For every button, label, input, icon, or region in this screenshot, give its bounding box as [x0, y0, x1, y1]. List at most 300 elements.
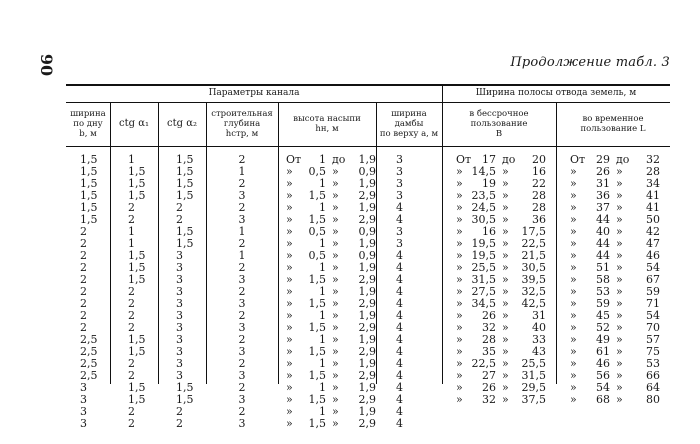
- column-a: [396, 154, 424, 430]
- table-cell: 2: [80, 261, 87, 274]
- table-cell: 4: [396, 249, 403, 262]
- ditto-mark: »: [332, 357, 339, 370]
- ditto-mark: »: [616, 237, 623, 250]
- range-to-value: 71: [646, 297, 660, 310]
- ditto-mark: »: [456, 321, 463, 334]
- table-cell: 3: [80, 417, 87, 430]
- ditto-mark: »: [286, 381, 293, 394]
- table-cell: 4: [396, 333, 403, 346]
- range-from-value: 1,5: [308, 369, 326, 382]
- table-cell: 2: [128, 213, 135, 226]
- range-from-value: 1: [319, 285, 326, 298]
- range-from-value: 23,5: [471, 189, 496, 202]
- ditto-mark: »: [570, 273, 577, 286]
- ditto-mark: »: [570, 201, 577, 214]
- to-word: до: [332, 153, 346, 166]
- ditto-mark: »: [502, 309, 509, 322]
- table-cell: 1: [128, 153, 135, 166]
- ditto-mark: »: [456, 333, 463, 346]
- ditto-mark: »: [570, 213, 577, 226]
- ditto-mark: »: [286, 213, 293, 226]
- range-to-value: 2,9: [358, 393, 376, 406]
- range-to-value: 1,9: [358, 237, 376, 250]
- ditto-mark: »: [332, 237, 339, 250]
- table-cell: 2,5: [80, 333, 98, 346]
- table-cell: 1,5: [128, 261, 146, 274]
- table-cell: 3: [238, 189, 246, 202]
- table-cell: 3: [238, 369, 246, 382]
- range-to-value: 2,9: [358, 189, 376, 202]
- range-from-value: 40: [596, 225, 610, 238]
- ditto-mark: »: [616, 333, 623, 346]
- range-to-value: 2,9: [358, 213, 376, 226]
- ditto-mark: »: [332, 249, 339, 262]
- range-to-value: 30,5: [521, 261, 546, 274]
- table-cell: 2: [128, 321, 135, 334]
- ditto-mark: »: [286, 225, 293, 238]
- table-cell: 4: [396, 417, 403, 430]
- ditto-mark: »: [570, 381, 577, 394]
- table-cell: 1,5: [128, 249, 146, 262]
- range-to-value: 2,9: [358, 345, 376, 358]
- table-cell: 3: [176, 249, 183, 262]
- table-cell: 3: [238, 297, 246, 310]
- ditto-mark: »: [286, 249, 293, 262]
- ditto-mark: »: [286, 393, 293, 406]
- range-from-value: 37: [596, 201, 610, 214]
- ditto-mark: »: [616, 381, 623, 394]
- table-cell: 1,5: [176, 393, 194, 406]
- table-cell: 3: [80, 381, 87, 394]
- range-to-value: 66: [646, 369, 660, 382]
- range-to-value: 57: [646, 333, 660, 346]
- ditto-mark: »: [502, 285, 509, 298]
- ditto-mark: »: [616, 357, 623, 370]
- range-to-value: 1,9: [358, 333, 376, 346]
- range-from-value: 1: [319, 309, 326, 322]
- range-from-value: 52: [596, 321, 610, 334]
- range-to-value: 28: [646, 165, 660, 178]
- range-from-value: 32: [482, 321, 496, 334]
- table-cell: 2: [80, 309, 87, 322]
- ditto-mark: »: [286, 177, 293, 190]
- ditto-mark: »: [286, 189, 293, 202]
- group-header-strip: Ширина полосы отвода земель, м: [475, 88, 637, 98]
- range-to-value: 36: [532, 213, 546, 226]
- range-from-value: 1: [319, 405, 326, 418]
- range-from-value: 1,5: [308, 297, 326, 310]
- range-from-value: 1,5: [308, 189, 326, 202]
- ditto-mark: »: [502, 273, 509, 286]
- range-to-value: 75: [646, 345, 660, 358]
- range-from-value: 36: [596, 189, 610, 202]
- range-from-value: 1: [319, 333, 326, 346]
- table-cell: 1,5: [176, 165, 194, 178]
- ditto-mark: »: [456, 273, 463, 286]
- ditto-mark: »: [616, 393, 623, 406]
- table-cell: 4: [396, 345, 403, 358]
- range-to-value: 59: [646, 285, 660, 298]
- table-cell: 2: [128, 285, 135, 298]
- ditto-mark: »: [332, 405, 339, 418]
- ditto-mark: »: [286, 237, 293, 250]
- header-a: ширина дамбы по верху а, м: [379, 109, 439, 139]
- range-from-value: 44: [596, 213, 610, 226]
- ditto-mark: »: [286, 369, 293, 382]
- range-to-value: 2,9: [358, 297, 376, 310]
- column-B: [456, 154, 550, 406]
- table-cell: 3: [176, 309, 183, 322]
- ditto-mark: »: [332, 273, 339, 286]
- table-cell: 1,5: [176, 153, 194, 166]
- column-h-n: [286, 154, 376, 430]
- table-cell: 3: [80, 393, 87, 406]
- table-cell: 1,5: [128, 189, 146, 202]
- table-cell: 3: [396, 189, 403, 202]
- ditto-mark: »: [570, 345, 577, 358]
- ditto-mark: »: [616, 225, 623, 238]
- ditto-mark: »: [570, 357, 577, 370]
- range-to-value: 0,9: [358, 249, 376, 262]
- table-cell: 3: [238, 321, 246, 334]
- ditto-mark: »: [502, 249, 509, 262]
- range-from-value: 1: [319, 381, 326, 394]
- ditto-mark: »: [286, 261, 293, 274]
- ditto-mark: »: [502, 177, 509, 190]
- table-cell: 1,5: [128, 165, 146, 178]
- range-to-value: 42: [646, 225, 660, 238]
- table-cell: 3: [176, 273, 183, 286]
- range-from-value: 27,5: [471, 285, 496, 298]
- ditto-mark: »: [616, 309, 623, 322]
- table-cell: 1,5: [128, 273, 146, 286]
- table-cell: 3: [176, 333, 183, 346]
- table-cell: 3: [176, 321, 183, 334]
- ditto-mark: »: [332, 225, 339, 238]
- ditto-mark: »: [456, 381, 463, 394]
- table-cell: 2: [238, 201, 246, 214]
- ditto-mark: »: [286, 165, 293, 178]
- range-from-value: 56: [596, 369, 610, 382]
- range-from-value: 32: [482, 393, 496, 406]
- range-to-value: 2,9: [358, 417, 376, 430]
- table-cell: 2: [238, 261, 246, 274]
- table-cell: 2: [238, 381, 246, 394]
- range-to-value: 22,5: [521, 237, 546, 250]
- table-cell: 3: [396, 225, 403, 238]
- range-from-value: 1,5: [308, 417, 326, 430]
- ditto-mark: »: [502, 321, 509, 334]
- range-to-value: 28: [532, 189, 546, 202]
- table-cell: 1,5: [128, 381, 146, 394]
- ditto-mark: »: [286, 405, 293, 418]
- ditto-mark: »: [502, 393, 509, 406]
- range-to-value: 50: [646, 213, 660, 226]
- table-cell: 1: [128, 225, 135, 238]
- table-cell: 2: [128, 297, 135, 310]
- table-cell: 3: [80, 405, 87, 418]
- range-to-value: 40: [532, 321, 546, 334]
- ditto-mark: »: [570, 297, 577, 310]
- table-cell: 2: [128, 201, 135, 214]
- range-from-value: 1,5: [308, 321, 326, 334]
- table-cell: 2,5: [80, 357, 98, 370]
- ditto-mark: »: [502, 357, 509, 370]
- ditto-mark: »: [502, 333, 509, 346]
- range-to-value: 31,5: [521, 369, 546, 382]
- ditto-mark: »: [570, 369, 577, 382]
- header-L: во временное пользование L: [580, 114, 646, 134]
- range-to-value: 80: [646, 393, 660, 406]
- range-from-value: 24,5: [471, 201, 496, 214]
- range-to-value: 29,5: [521, 381, 546, 394]
- range-to-value: 54: [646, 309, 660, 322]
- ditto-mark: »: [332, 369, 339, 382]
- range-from-value: 26: [596, 165, 610, 178]
- ditto-mark: »: [570, 285, 577, 298]
- table-cell: 4: [396, 309, 403, 322]
- range-from-value: 27: [482, 369, 496, 382]
- table-cell: 2: [176, 417, 183, 430]
- ditto-mark: »: [286, 201, 293, 214]
- header-h-str: строительная глубина hстр, м: [211, 109, 273, 139]
- range-to-value: 64: [646, 381, 660, 394]
- table-cell: 2: [128, 357, 135, 370]
- range-from-value: 45: [596, 309, 610, 322]
- ditto-mark: »: [332, 261, 339, 274]
- table-cell: 2: [238, 177, 246, 190]
- range-to-value: 1,9: [358, 201, 376, 214]
- range-from-value: 46: [596, 357, 610, 370]
- range-to-value: 53: [646, 357, 660, 370]
- column-L: [570, 154, 664, 406]
- range-to-value: 39,5: [521, 273, 546, 286]
- from-word: От: [570, 153, 586, 166]
- range-to-value: 22: [532, 177, 546, 190]
- range-to-value: 54: [646, 261, 660, 274]
- table-cell: 1,5: [128, 177, 146, 190]
- ditto-mark: »: [286, 357, 293, 370]
- range-from-value: 1,5: [308, 393, 326, 406]
- ditto-mark: »: [502, 225, 509, 238]
- table-cell: 1,5: [80, 177, 98, 190]
- ditto-mark: »: [616, 177, 623, 190]
- table-cell: 1,5: [80, 189, 98, 202]
- ditto-mark: »: [332, 345, 339, 358]
- header-bottom-rule: [66, 146, 670, 147]
- range-cell: [456, 394, 550, 406]
- ditto-mark: »: [456, 261, 463, 274]
- table-cell: 2: [80, 225, 87, 238]
- range-to-value: 42,5: [521, 297, 546, 310]
- ditto-mark: »: [332, 189, 339, 202]
- ditto-mark: »: [502, 369, 509, 382]
- table-cell: 2,5: [80, 369, 98, 382]
- range-to-value: 1,9: [358, 381, 376, 394]
- ditto-mark: »: [456, 285, 463, 298]
- range-from-value: 1: [319, 153, 326, 166]
- range-from-value: 53: [596, 285, 610, 298]
- table-cell: 1,5: [128, 345, 146, 358]
- ditto-mark: »: [502, 261, 509, 274]
- ditto-mark: »: [616, 189, 623, 202]
- ditto-mark: »: [502, 237, 509, 250]
- range-from-value: 61: [596, 345, 610, 358]
- table-cell: 2: [238, 285, 246, 298]
- ditto-mark: »: [332, 333, 339, 346]
- range-to-value: 28: [532, 201, 546, 214]
- range-from-value: 31,5: [471, 273, 496, 286]
- table-cell: 1,5: [128, 393, 146, 406]
- ditto-mark: »: [456, 249, 463, 262]
- range-to-value: 25,5: [521, 357, 546, 370]
- ditto-mark: »: [570, 333, 577, 346]
- ditto-mark: »: [616, 201, 623, 214]
- range-to-value: 2,9: [358, 321, 376, 334]
- range-from-value: 31: [596, 177, 610, 190]
- range-to-value: 41: [646, 201, 660, 214]
- to-word: до: [502, 153, 516, 166]
- table-cell: 2,5: [80, 345, 98, 358]
- range-to-value: 1,9: [358, 357, 376, 370]
- range-cell: [286, 418, 376, 430]
- header-B: в бессрочное пользование B: [469, 109, 529, 139]
- table-cell: 2: [176, 201, 183, 214]
- range-from-value: 44: [596, 237, 610, 250]
- ditto-mark: »: [456, 189, 463, 202]
- column-ctg1: [128, 154, 156, 430]
- range-from-value: 44: [596, 249, 610, 262]
- table-cell: 1,5: [80, 201, 98, 214]
- range-to-value: 32,5: [521, 285, 546, 298]
- table-cell: 3: [176, 285, 183, 298]
- table-cell: 4: [396, 285, 403, 298]
- table-cell: 2: [176, 405, 183, 418]
- table-cell: 3: [238, 273, 246, 286]
- table-cell: 2: [80, 237, 87, 250]
- table-cell: 1,5: [80, 165, 98, 178]
- ditto-mark: »: [502, 297, 509, 310]
- table-cell: 1,5: [128, 333, 146, 346]
- table-cell: 4: [396, 201, 403, 214]
- table-cell: 3: [396, 177, 403, 190]
- range-from-value: 1,5: [308, 213, 326, 226]
- range-to-value: 41: [646, 189, 660, 202]
- ditto-mark: »: [570, 261, 577, 274]
- header-b: ширина по дну b, м: [70, 109, 106, 139]
- ditto-mark: »: [456, 297, 463, 310]
- range-from-value: 19,5: [471, 249, 496, 262]
- ditto-mark: »: [456, 213, 463, 226]
- table-cell: 3: [396, 153, 403, 166]
- range-cell: [570, 394, 664, 406]
- ditto-mark: »: [570, 249, 577, 262]
- ditto-mark: »: [616, 249, 623, 262]
- table-cell: 1,5: [176, 177, 194, 190]
- range-to-value: 67: [646, 273, 660, 286]
- range-to-value: 1,9: [358, 285, 376, 298]
- range-from-value: 26: [482, 381, 496, 394]
- range-from-value: 17: [482, 153, 496, 166]
- ditto-mark: »: [332, 213, 339, 226]
- table-cell: 4: [396, 213, 403, 226]
- ditto-mark: »: [332, 165, 339, 178]
- ditto-mark: »: [286, 285, 293, 298]
- table-cell: 3: [238, 213, 246, 226]
- range-from-value: 68: [596, 393, 610, 406]
- ditto-mark: »: [616, 321, 623, 334]
- range-to-value: 1,9: [358, 405, 376, 418]
- group-header-channel: Параметры канала: [208, 88, 300, 98]
- range-from-value: 0,5: [308, 165, 326, 178]
- ditto-mark: »: [332, 417, 339, 430]
- ditto-mark: »: [616, 345, 623, 358]
- range-from-value: 1,5: [308, 273, 326, 286]
- ditto-mark: »: [332, 309, 339, 322]
- table-cell: 3: [238, 393, 246, 406]
- table-cell: 1: [238, 249, 246, 262]
- ditto-mark: »: [286, 309, 293, 322]
- ditto-mark: »: [616, 165, 623, 178]
- ditto-mark: »: [456, 201, 463, 214]
- ditto-mark: »: [456, 165, 463, 178]
- table-cell: 4: [396, 405, 403, 418]
- ditto-mark: »: [456, 225, 463, 238]
- column-b: [80, 154, 108, 430]
- range-from-value: 22,5: [471, 357, 496, 370]
- ditto-mark: »: [456, 369, 463, 382]
- table-cell: 3: [176, 357, 183, 370]
- range-from-value: 35: [482, 345, 496, 358]
- ditto-mark: »: [456, 393, 463, 406]
- table-cell: 3: [396, 165, 403, 178]
- range-to-value: 20: [532, 153, 546, 166]
- range-from-value: 30,5: [471, 213, 496, 226]
- table-cell: 4: [396, 321, 403, 334]
- table-cell: 2: [128, 369, 135, 382]
- ditto-mark: »: [570, 237, 577, 250]
- range-to-value: 31: [532, 309, 546, 322]
- table-cell: 3: [238, 345, 246, 358]
- table-cell: 1,5: [176, 381, 194, 394]
- table-cell: 2: [80, 249, 87, 262]
- range-to-value: 46: [646, 249, 660, 262]
- range-to-value: 17,5: [521, 225, 546, 238]
- table-cell: 2: [80, 297, 87, 310]
- ditto-mark: »: [332, 177, 339, 190]
- ditto-mark: »: [570, 177, 577, 190]
- ditto-mark: »: [286, 297, 293, 310]
- range-to-value: 0,9: [358, 225, 376, 238]
- table-cell: 4: [396, 369, 403, 382]
- ditto-mark: »: [616, 213, 623, 226]
- ditto-mark: »: [332, 393, 339, 406]
- range-from-value: 34,5: [471, 297, 496, 310]
- ditto-mark: »: [332, 381, 339, 394]
- range-from-value: 1: [319, 201, 326, 214]
- table-cell: 2: [128, 405, 135, 418]
- range-to-value: 2,9: [358, 273, 376, 286]
- table-cell: 3: [238, 417, 246, 430]
- range-to-value: 43: [532, 345, 546, 358]
- range-to-value: 0,9: [358, 165, 376, 178]
- table-cell: 1: [238, 165, 246, 178]
- header-ctg1: ctg α₁: [119, 118, 149, 129]
- ditto-mark: »: [456, 177, 463, 190]
- ditto-mark: »: [616, 285, 623, 298]
- range-to-value: 33: [532, 333, 546, 346]
- table-cell: 4: [396, 393, 403, 406]
